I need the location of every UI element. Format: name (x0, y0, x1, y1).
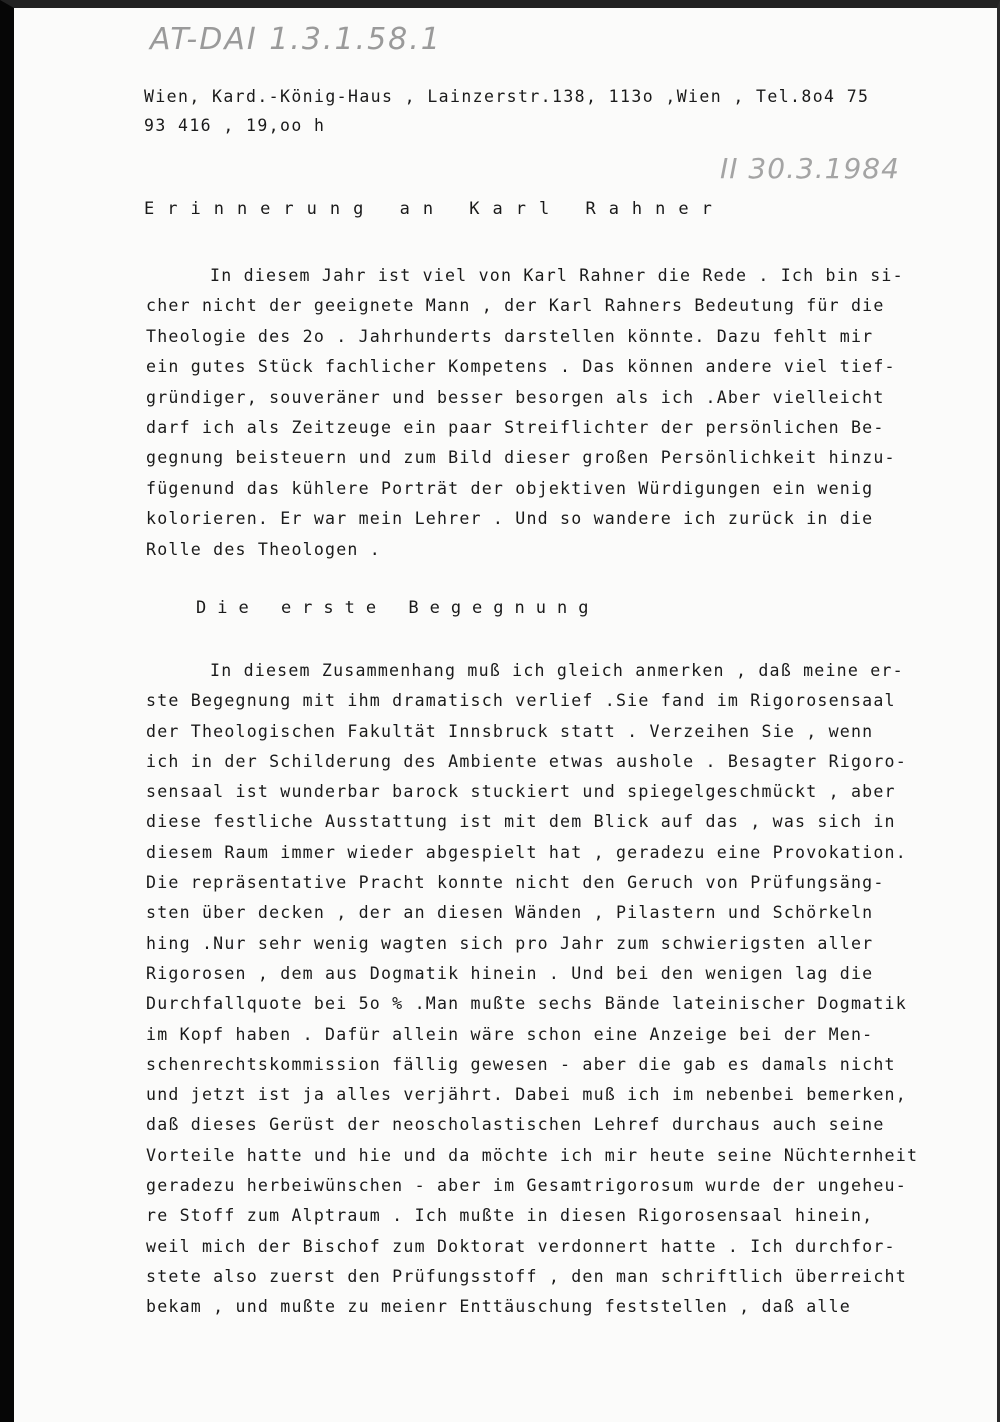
text-line: geradezu herbeiwünschen - aber im Gesamtrigorosum wurde der ungeheu- (146, 1176, 907, 1196)
text-line: stete also zuerst den Prüfungsstoff , den man schriftlich überreicht (146, 1266, 907, 1286)
header-phone-time-line: 93 416 , 19,oo h (144, 116, 326, 135)
text-line: bekam , und mußte zu meienr Enttäuschung feststellen , daß alle (146, 1297, 851, 1317)
text-line: ste Begegnung mit ihm dramatisch verlief .Sie fand im Rigorosensaal (146, 691, 896, 711)
archive-number-handwritten: AT-DAI 1.3.1.58.1 (150, 22, 442, 57)
text-line: In diesem Zusammenhang muß ich gleich anmerken , daß meine er- (210, 661, 904, 680)
section-heading: Die erste Begegnung (196, 598, 600, 618)
text-line: re Stoff zum Alptraum . Ich mußte in diesen Rigorosensaal hinein, (146, 1206, 874, 1226)
text-line: schenrechtskommission fällig gewesen - aber die gab es damals nicht (146, 1054, 896, 1074)
text-line: sensaal ist wunderbar barock stuckiert und spiegelgeschmückt , aber (146, 782, 896, 802)
text-line: und jetzt ist ja alles verjährt. Dabei muß ich im nebenbei bemerken, (146, 1085, 907, 1105)
paragraph-intro (146, 261, 976, 565)
paragraph-first-encounter (146, 656, 976, 1323)
text-line: In diesem Jahr ist viel von Karl Rahner die Rede . Ich bin si- (210, 266, 904, 285)
document-title: Erinnerung an Karl Rahner (144, 199, 725, 219)
text-line: cher nicht der geeignete Mann , der Karl Rahners Bedeutung für die (146, 296, 885, 316)
text-line: diese festliche Ausstattung ist mit dem Blick auf das , was sich in (146, 812, 896, 832)
text-line: diesem Raum immer wieder abgespielt hat , geradezu eine Provokation. (146, 842, 907, 862)
text-line: im Kopf haben . Dafür allein wäre schon eine Anzeige bei der Men- (146, 1024, 874, 1044)
text-line: Durchfallquote bei 5o % .Man mußte sechs Bände lateinischer Dogmatik (146, 994, 907, 1014)
text-line: gründiger, souveräner und besser besorgen als ich .Aber vielleicht (146, 387, 885, 407)
text-line: ein gutes Stück fachlicher Kompetens . Das können andere viel tief- (146, 357, 896, 377)
text-line: weil mich der Bischof zum Doktorat verdonnert hatte . Ich durchfor- (146, 1236, 896, 1256)
text-line: hing .Nur sehr wenig wagten sich pro Jahr zum schwierigsten aller (146, 933, 874, 953)
document-header (144, 82, 944, 140)
text-line: sten über decken , der an diesen Wänden , Pilastern und Schörkeln (146, 903, 874, 923)
text-line: daß dieses Gerüst der neoscholastischen Lehref durchaus auch seine (146, 1115, 885, 1135)
text-line: fügenund das kühlere Porträt der objektiven Würdigungen ein wenig (146, 478, 874, 498)
header-address-line: Wien, Kard.-König-Haus , Lainzerstr.138, 113o ,Wien , Tel.8o4 75 (144, 87, 870, 106)
text-line: Theologie des 2o . Jahrhunderts darstellen könnte. Dazu fehlt mir (146, 326, 874, 346)
text-line: Rigorosen , dem aus Dogmatik hinein . Und bei den wenigen lag die (146, 963, 874, 983)
text-line: der Theologischen Fakultät Innsbruck statt . Verzeihen Sie , wenn (146, 721, 874, 741)
date-handwritten: II 30.3.1984 (720, 152, 900, 185)
text-line: kolorieren. Er war mein Lehrer . Und so wandere ich zurück in die (146, 509, 874, 529)
text-line: darf ich als Zeitzeuge ein paar Streiflichter der persönlichen Be- (146, 418, 885, 438)
text-line: gegnung beisteuern und zum Bild dieser großen Persönlichkeit hinzu- (146, 448, 896, 468)
text-line: ich in der Schilderung des Ambiente etwas aushole . Besagter Rigoro- (146, 751, 907, 771)
text-line: Rolle des Theologen . (146, 539, 381, 559)
text-line: Vorteile hatte und hie und da möchte ich mir heute seine Nüchternheit (146, 1145, 919, 1165)
text-line: Die repräsentative Pracht konnte nicht den Geruch von Prüfungsäng- (146, 873, 885, 893)
